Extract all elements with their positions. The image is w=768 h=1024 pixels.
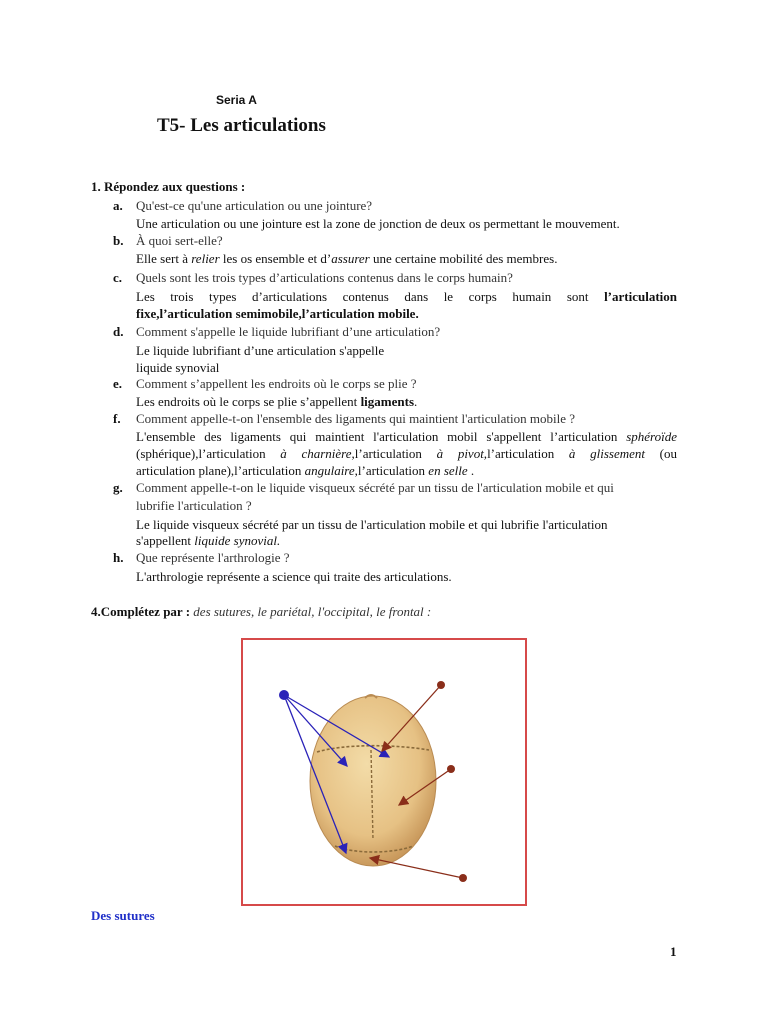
item-letter-b: b. [113, 233, 124, 248]
item-letter-d: d. [113, 324, 124, 339]
answer-e: Les endroits où le corps se plie s’appellent ligaments. [136, 394, 418, 409]
answer-d-line1: Le liquide lubrifiant d’une articulation s'appelle [136, 343, 385, 358]
item-letter-c: c. [113, 270, 123, 285]
answer-label: Des sutures [91, 908, 155, 923]
question-g-line2: lubrifie l'articulation ? [136, 498, 252, 513]
answer-d-line2: liquide synovial [136, 360, 220, 375]
answer-g-line1: Le liquide visqueux sécrété par un tissu de l'articulation mobile et qui lubrifie l'articulation [136, 517, 608, 532]
question-f: Comment appelle-t-on l'ensemble des ligaments qui maintient l'articulation mobile ? [136, 411, 575, 426]
page-number: 1 [670, 944, 677, 959]
answer-f-line2: (sphérique),l’articulation à charnière,l’articulation à pivot,l’articulation à glissement (ou [136, 446, 678, 461]
series-label: Seria A [216, 93, 257, 107]
item-letter-h: h. [113, 550, 124, 565]
skull-illustration [243, 640, 525, 904]
answer-g-line2: s'appellent liquide synovial. [136, 533, 281, 548]
skull-figure [241, 638, 527, 906]
answer-f-line3: articulation plane),l’articulation angulaire,l’articulation en selle . [136, 463, 475, 478]
answer-c-line1: Les trois types d’articulations contenus dans le corps humain sont l’articulation [136, 289, 677, 304]
item-letter-f: f. [113, 411, 121, 426]
item-letter-a: a. [113, 198, 123, 213]
question-g-line1: Comment appelle-t-on le liquide visqueux sécrété par un tissu de l'articulation mobile et qui [136, 480, 614, 495]
page-title: T5- Les articulations [157, 115, 326, 136]
question-e: Comment s’appellent les endroits où le corps se plie ? [136, 376, 417, 391]
question-c: Quels sont les trois types d’articulations contenus dans le corps humain? [136, 270, 513, 285]
question-b: À quoi sert-elle? [136, 233, 223, 248]
question-h: Que représente l'arthrologie ? [136, 550, 290, 565]
section-1-heading: 1. Répondez aux questions : [91, 179, 246, 194]
section-4-heading: 4.Complétez par : des sutures, le pariétal, l'occipital, le frontal : [91, 604, 432, 619]
question-d: Comment s'appelle le liquide lubrifiant d’une articulation? [136, 324, 441, 339]
item-letter-g: g. [113, 480, 123, 495]
answer-h: L'arthrologie représente a science qui traite des articulations. [136, 569, 452, 584]
answer-f-line1: L'ensemble des ligaments qui maintient l'articulation mobil s'appellent l’articulation sphéroïde [136, 429, 677, 444]
item-letter-e: e. [113, 376, 123, 391]
answer-c-line2: fixe,l’articulation semimobile,l’articulation mobile. [136, 306, 419, 321]
question-a: Qu'est-ce qu'une articulation ou une jointure? [136, 198, 373, 213]
answer-b: Elle sert à relier les os ensemble et d’assurer une certaine mobilité des membres. [136, 251, 558, 266]
answer-a: Une articulation ou une jointure est la zone de jonction de deux os permettant le mouvement. [136, 216, 620, 231]
